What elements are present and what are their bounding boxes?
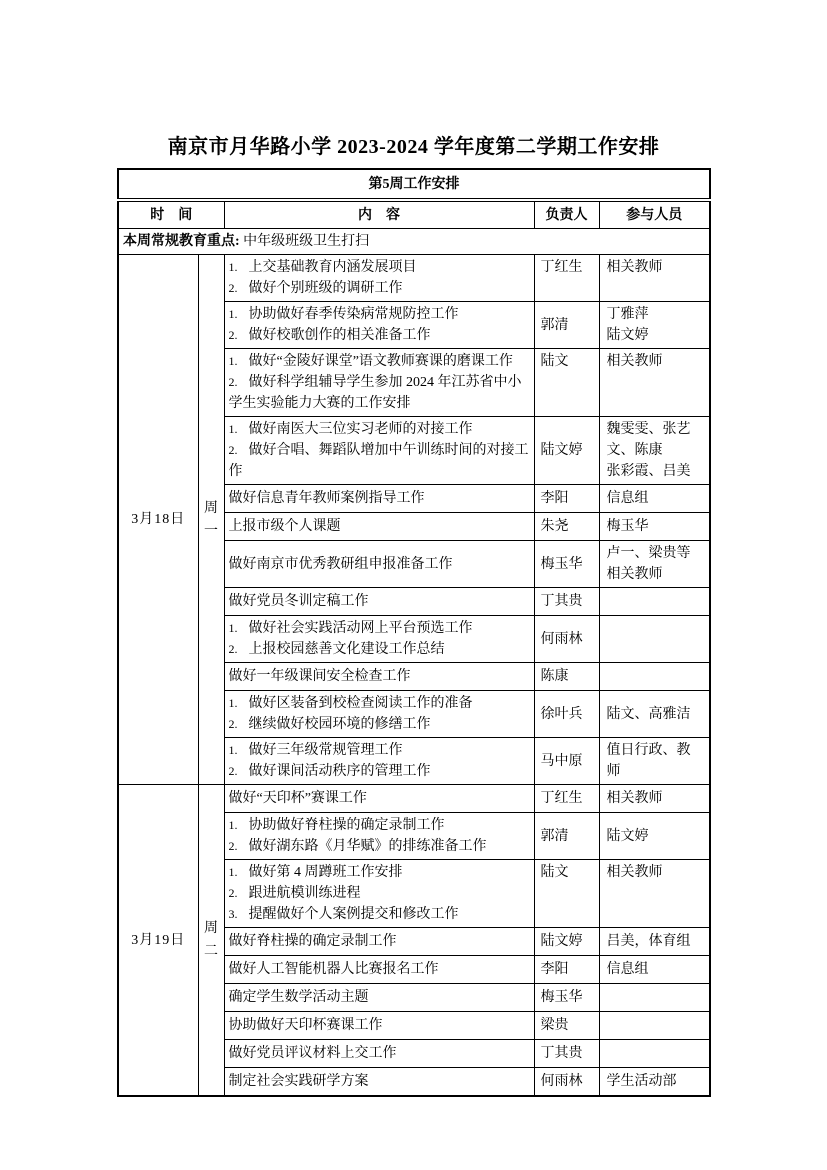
- task-item: [229, 1071, 530, 1092]
- participant-line: 信息组: [606, 962, 649, 977]
- date-cell: 3月18日: [118, 255, 198, 785]
- item-number: 2.: [228, 328, 238, 342]
- item-text: 上报校园慈善文化建设工作总结: [248, 642, 445, 657]
- item-number: 2.: [228, 764, 238, 778]
- task-item: [229, 883, 530, 904]
- item-number: 2.: [228, 281, 238, 295]
- item-text: 做好党员冬训定稿工作: [228, 594, 369, 609]
- item-number: 2.: [228, 886, 238, 900]
- lead-cell: 朱尧: [534, 513, 599, 541]
- lead-cell: 陆文: [534, 349, 599, 417]
- lead-cell: 马中原: [534, 738, 599, 785]
- task-content-cell: [224, 813, 534, 860]
- focus-label: 本周常规教育重点:: [123, 234, 240, 249]
- task-content-cell: [224, 1012, 534, 1040]
- lead-cell: 丁其贵: [534, 1040, 599, 1068]
- lead-cell: 梅玉华: [534, 984, 599, 1012]
- task-item: [229, 1015, 530, 1036]
- task-item: [229, 554, 530, 575]
- participants-cell: [599, 1068, 710, 1097]
- participants-cell: [599, 1040, 710, 1068]
- item-number: 2.: [228, 375, 238, 389]
- item-number: 1.: [228, 621, 238, 635]
- task-content-cell: [224, 513, 534, 541]
- participant-line: 梅玉华: [606, 519, 649, 534]
- col-header-time: 时 间: [118, 200, 224, 229]
- item-text: 做好南医大三位实习老师的对接工作: [248, 422, 473, 437]
- task-content-cell: [224, 691, 534, 738]
- item-text: 协助做好春季传染病常规防控工作: [248, 307, 459, 322]
- page-title: 南京市月华路小学 2023-2024 学年度第二学期工作安排: [167, 136, 660, 158]
- participant-line: 相关教师: [606, 354, 663, 369]
- task-item: [229, 666, 530, 687]
- task-item: [229, 761, 530, 782]
- task-content-cell: [224, 588, 534, 616]
- date-cell: 3月19日: [118, 785, 198, 1097]
- focus-text: 中年级班级卫生打扫: [243, 234, 370, 249]
- item-text: 做好区装备到校检查阅读工作的准备: [248, 696, 473, 711]
- task-item: [229, 516, 530, 537]
- item-text: 做好“天印杯”赛课工作: [228, 791, 367, 806]
- item-number: 1.: [228, 307, 238, 321]
- item-number: 1.: [228, 354, 238, 368]
- task-content-cell: [224, 255, 534, 302]
- task-item: [229, 257, 530, 278]
- task-item: [229, 440, 530, 482]
- item-number: 1.: [228, 696, 238, 710]
- lead-cell: 李阳: [534, 956, 599, 984]
- participant-line: 丁雅萍: [606, 307, 649, 322]
- item-text: 制定社会实践研学方案: [228, 1074, 369, 1089]
- task-content-cell: [224, 417, 534, 485]
- item-text: 做好脊柱操的确定录制工作: [228, 934, 397, 949]
- participants-cell: [599, 691, 710, 738]
- item-text: 做好第 4 周蹲班工作安排: [248, 865, 403, 880]
- weekday-label: 周二: [204, 921, 218, 959]
- item-text: 做好湖东路《月华赋》的排练准备工作: [248, 839, 487, 854]
- task-content-cell: [224, 928, 534, 956]
- col-header-lead: 负责人: [534, 200, 599, 229]
- column-header-row: [118, 200, 710, 229]
- lead-cell: 郭清: [534, 813, 599, 860]
- item-text: 做好“金陵好课堂”语文教师赛课的磨课工作: [248, 354, 513, 369]
- item-text: 做好信息青年教师案例指导工作: [228, 491, 425, 506]
- schedule-table: [117, 168, 711, 1097]
- task-item: [229, 325, 530, 346]
- task-item: [229, 904, 530, 925]
- task-item: [229, 714, 530, 735]
- task-item: [229, 488, 530, 509]
- participant-line: 张彩霞、吕美: [606, 464, 691, 479]
- item-text: 协助做好脊柱操的确定录制工作: [248, 818, 445, 833]
- task-item: [229, 372, 530, 414]
- item-text: 做好一年级课间安全检查工作: [228, 669, 411, 684]
- participant-line: 陆文婷: [606, 328, 649, 343]
- item-text: 做好社会实践活动网上平台预选工作: [248, 621, 473, 636]
- lead-cell: 丁红生: [534, 785, 599, 813]
- item-text: 上报市级个人课题: [228, 519, 341, 534]
- task-item: [229, 419, 530, 440]
- participants-cell: [599, 860, 710, 928]
- lead-cell: 何雨林: [534, 1068, 599, 1097]
- item-number: 1.: [228, 818, 238, 832]
- task-item: [229, 351, 530, 372]
- week-title-row: [118, 169, 710, 200]
- participant-line: 值日行政、教师: [606, 743, 691, 779]
- item-number: 2.: [228, 839, 238, 853]
- participants-cell: [599, 928, 710, 956]
- task-content-cell: [224, 1068, 534, 1097]
- task-item: [229, 862, 530, 883]
- participants-cell: [599, 738, 710, 785]
- col-header-participants: 参与人员: [599, 200, 710, 229]
- item-text: 做好党员评议材料上交工作: [228, 1046, 397, 1061]
- lead-cell: 梅玉华: [534, 541, 599, 588]
- participant-line: 信息组: [606, 491, 649, 506]
- participant-line: 吕美，体育组: [606, 934, 691, 949]
- item-text: 做好人工智能机器人比赛报名工作: [228, 962, 439, 977]
- task-content-cell: [224, 984, 534, 1012]
- task-row: [118, 785, 710, 813]
- task-item: [229, 693, 530, 714]
- lead-cell: 李阳: [534, 485, 599, 513]
- task-item: [229, 278, 530, 299]
- lead-cell: 陆文婷: [534, 928, 599, 956]
- participants-cell: [599, 1012, 710, 1040]
- participant-line: 相关教师: [606, 791, 663, 806]
- lead-cell: 徐叶兵: [534, 691, 599, 738]
- lead-cell: 丁其贵: [534, 588, 599, 616]
- item-text: 做好个别班级的调研工作: [248, 281, 403, 296]
- task-item: [229, 959, 530, 980]
- item-text: 做好三年级常规管理工作: [248, 743, 403, 758]
- task-item: [229, 931, 530, 952]
- participants-cell: [599, 663, 710, 691]
- item-text: 协助做好天印杯赛课工作: [228, 1018, 383, 1033]
- task-content-cell: [224, 663, 534, 691]
- participant-line: 卢一、梁贵等相关教师: [606, 546, 691, 582]
- task-content-cell: [224, 541, 534, 588]
- participants-cell: [599, 513, 710, 541]
- task-item: [229, 788, 530, 809]
- task-item: [229, 304, 530, 325]
- participants-cell: [599, 485, 710, 513]
- lead-cell: 梁贵: [534, 1012, 599, 1040]
- task-content-cell: [224, 956, 534, 984]
- item-text: 做好南京市优秀教研组申报准备工作: [228, 556, 453, 572]
- task-item: [229, 639, 530, 660]
- participants-cell: [599, 255, 710, 302]
- participant-line: 相关教师: [606, 865, 663, 880]
- item-number: 3.: [228, 907, 238, 921]
- item-text: 提醒做好个人案例提交和修改工作: [248, 907, 459, 922]
- participants-cell: [599, 813, 710, 860]
- participants-cell: [599, 349, 710, 417]
- participants-cell: [599, 616, 710, 663]
- weekday-cell: [198, 255, 224, 785]
- lead-cell: 陆文: [534, 860, 599, 928]
- participant-line: 陆文、高雅洁: [606, 706, 691, 722]
- task-row: [118, 255, 710, 302]
- item-text: 做好合唱、舞蹈队增加中午训练时间的对接工作: [228, 443, 529, 479]
- participant-line: 陆文婷: [606, 828, 649, 844]
- item-text: 继续做好校园环境的修缮工作: [248, 717, 431, 732]
- task-item: [229, 1043, 530, 1064]
- item-text: 做好校歌创作的相关准备工作: [248, 328, 431, 343]
- item-text: 做好课间活动秩序的管理工作: [248, 764, 431, 779]
- item-text: 确定学生数学活动主题: [228, 990, 369, 1005]
- item-number: 1.: [228, 422, 238, 436]
- item-number: 2.: [228, 642, 238, 656]
- week-title: 第5周工作安排: [118, 169, 710, 200]
- task-content-cell: [224, 616, 534, 663]
- task-item: [229, 815, 530, 836]
- item-text: 做好科学组辅导学生参加 2024 年江苏省中小学生实验能力大赛的工作安排: [228, 375, 522, 411]
- lead-cell: 郭清: [534, 302, 599, 349]
- weekday-label: 周一: [204, 500, 218, 539]
- item-number: 1.: [228, 743, 238, 757]
- participants-cell: [599, 588, 710, 616]
- item-number: 1.: [228, 865, 238, 879]
- task-content-cell: [224, 785, 534, 813]
- participants-cell: [599, 302, 710, 349]
- participant-line: 学生活动部: [606, 1074, 677, 1089]
- item-text: 跟进航模训练进程: [248, 886, 361, 901]
- item-number: 1.: [228, 260, 238, 274]
- participants-cell: [599, 417, 710, 485]
- task-item: [229, 740, 530, 761]
- participants-cell: [599, 541, 710, 588]
- weekday-cell: [198, 785, 224, 1097]
- item-number: 2.: [228, 443, 238, 457]
- participants-cell: [599, 956, 710, 984]
- task-item: [229, 987, 530, 1008]
- lead-cell: 何雨林: [534, 616, 599, 663]
- col-header-content: 内 容: [224, 200, 534, 229]
- task-content-cell: [224, 738, 534, 785]
- lead-cell: 陈康: [534, 663, 599, 691]
- task-content-cell: [224, 349, 534, 417]
- lead-cell: 丁红生: [534, 255, 599, 302]
- participant-line: 魏雯雯、张艺文、陈康: [606, 422, 691, 458]
- item-number: 2.: [228, 717, 238, 731]
- participant-line: 相关教师: [606, 260, 663, 275]
- task-item: [229, 591, 530, 612]
- task-content-cell: [224, 302, 534, 349]
- task-content-cell: [224, 860, 534, 928]
- task-content-cell: [224, 1040, 534, 1068]
- task-content-cell: [224, 485, 534, 513]
- participants-cell: [599, 984, 710, 1012]
- weekly-focus-row: [118, 229, 710, 255]
- task-item: [229, 836, 530, 857]
- item-text: 上交基础教育内涵发展项目: [248, 260, 417, 275]
- lead-cell: 陆文婷: [534, 417, 599, 485]
- task-item: [229, 618, 530, 639]
- participants-cell: [599, 785, 710, 813]
